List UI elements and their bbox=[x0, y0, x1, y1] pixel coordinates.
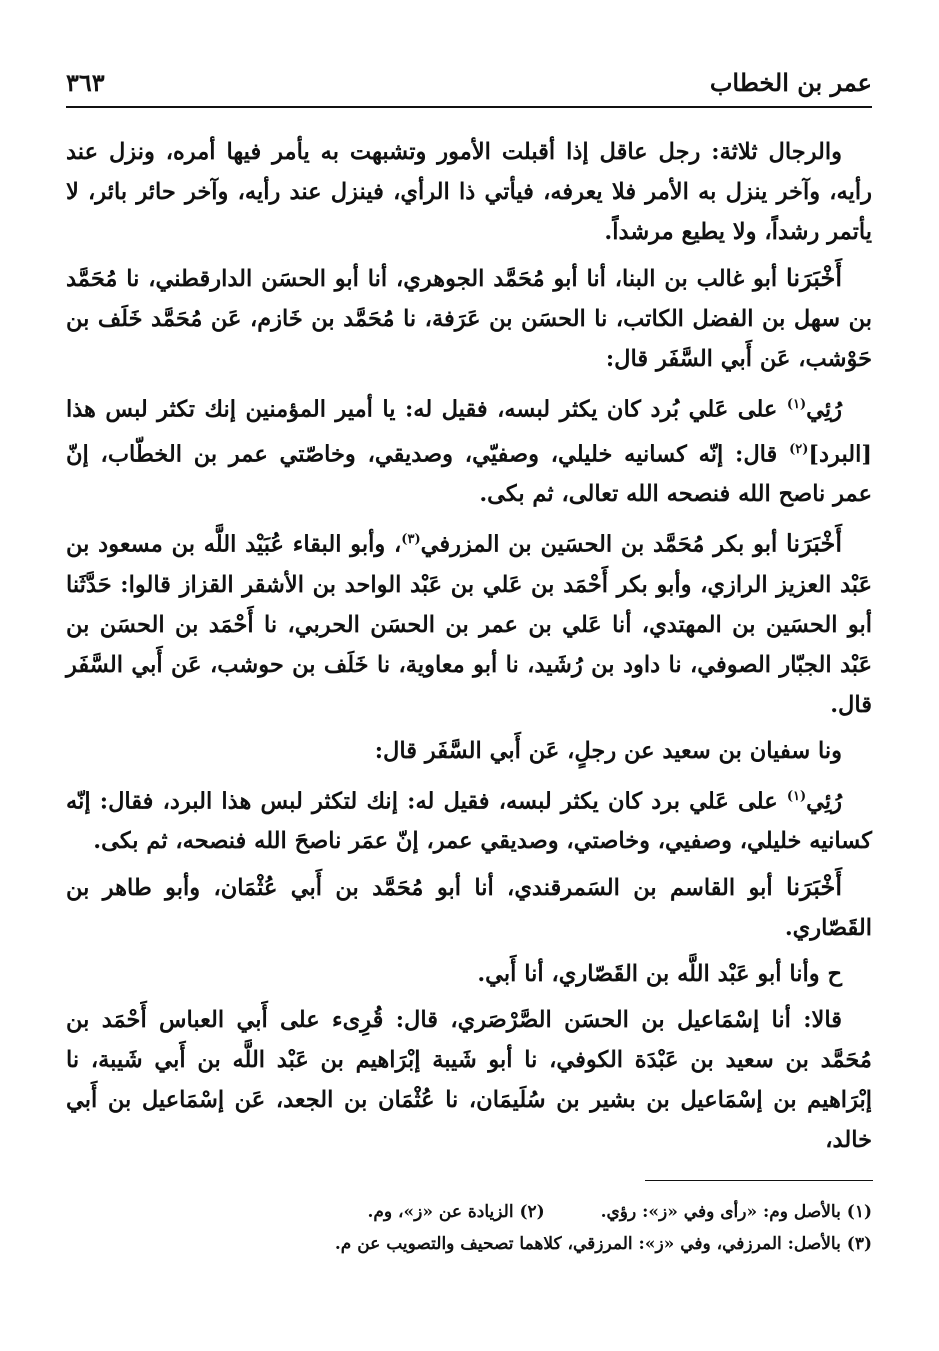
akhbarana-keyword: أَخْبَرَنا bbox=[786, 263, 842, 292]
footnote-marker: (١) bbox=[786, 788, 807, 804]
paragraph-text: أبو بكر مُحَمَّد بن الحسَين بن المزرفي bbox=[420, 531, 787, 558]
paragraph-8 bbox=[66, 954, 872, 994]
main-text bbox=[66, 132, 872, 1166]
paragraph-2 bbox=[66, 258, 872, 379]
footnote-number: (٣) bbox=[846, 1234, 872, 1254]
footnotes bbox=[300, 1196, 872, 1260]
paragraph-text: على عَلي برد كان يكثر لبسه، فقيل له: إنك لتكثر لبس هذا البرد، فقال: إنّه كسانيه خليلي، وصفيي، وخاصتي، وصديقي عمر، إنّ عمَر ناصحَ الله فنصحه، ثم بكى. bbox=[66, 788, 872, 854]
footnote-marker: (٣) bbox=[401, 532, 421, 547]
footnote-line bbox=[300, 1196, 872, 1228]
paragraph-text: قال: إنّه كسانيه خليلي، وصفيّي، وصديقي، وخاصّتي عمر بن الخطّاب، إنّ عمر ناصح الله فنصحه الله تعالى، ثم بكى. bbox=[66, 441, 872, 507]
footnote-marker: (١) bbox=[786, 397, 807, 412]
paragraph-text: أبو غالب بن البنا، أنا أبو مُحَمَّد الجوهري، أنا أبو الحسَن الدارقطني، نا مُحَمَّد بن سهل بن الفضل الكاتب، نا الحسَن بن عَرَفة، نا مُحَمَّد بن خَازم، عَن مُحَمَّد خَلَف بن حَوْشب، عَن أَبي السَّفَر قال: bbox=[66, 266, 872, 372]
akhbarana-keyword: أَخْبَرَنا bbox=[786, 872, 842, 901]
paragraph-5 bbox=[66, 731, 872, 771]
footnote-text: بالأصل: المرزفي، وفي «ز»: المرزقي، كلاهما تصحيف والتصويب عن م. bbox=[334, 1234, 841, 1254]
footnote-text: بالأصل وم: «رأى وفي «ز»: رؤي. bbox=[600, 1202, 841, 1222]
page-header bbox=[66, 68, 872, 102]
footnote-number: (١) bbox=[846, 1202, 872, 1222]
paragraph-6 bbox=[66, 777, 872, 862]
paragraph-9 bbox=[66, 1000, 872, 1160]
paragraph-1 bbox=[66, 132, 872, 252]
running-title: عمر بن الخطاب bbox=[709, 68, 872, 97]
page-number: ٣٦٣ bbox=[66, 68, 105, 97]
paragraph-text: أبو القاسم بن السَمرقندي، أنا أبو مُحَمَّد بن أَبي عُثْمَان، وأبو طاهر بن القَصّاري. bbox=[66, 875, 872, 941]
akhbarana-keyword: أَخْبَرَنا bbox=[786, 528, 842, 558]
footnote-number: (٢) bbox=[519, 1202, 545, 1222]
paragraph-3 bbox=[66, 385, 872, 514]
paragraph-4 bbox=[66, 520, 872, 725]
paragraph-text: رُئِي bbox=[806, 396, 842, 423]
footnote-rule bbox=[645, 1180, 873, 1181]
footnote-text: الزيادة عن «ز»، وم. bbox=[367, 1202, 514, 1222]
footnote-marker: (٢) bbox=[789, 441, 809, 457]
paragraph-text: ونا سفيان بن سعيد عن رجلٍ، عَن أَبي السَّفَر قال: bbox=[374, 737, 842, 764]
paragraph-text: قالا: أنا إسْمَاعيل بن الحسَن الصَّرْصَري، قال: قُرِىء على أَبي العباس أَحْمَد بن مُحَمَّد بن سعيد بن عَبْدَة الكوفي، نا أبو شَيبة إبْرَاهيم بن عَبْد اللَّه بن أَبي شَيبة، نا إبْرَاهيم بن إسْمَاعيل بن بشير بن سُلَيمَان، نا عُثْمَان بن الجعد، عَن إسْمَاعيل بن أَبي خالد، bbox=[66, 1007, 872, 1153]
paragraph-text: رُئِي bbox=[806, 788, 842, 814]
paragraph-7 bbox=[66, 867, 872, 948]
header-rule bbox=[66, 106, 872, 108]
paragraph-text: ح وأنا أبو عَبْد اللَّه بن القَصّاري، أنا أَبي. bbox=[477, 961, 842, 987]
paragraph-text: على عَلي بُرد كان يكثر لبسه، فقيل له: يا أمير المؤمنين إنك تكثر لبس هذا [البرد] bbox=[66, 396, 872, 467]
footnote-line bbox=[300, 1228, 872, 1260]
paragraph-text: والرجال ثلاثة: رجل عاقل إذا أقبلت الأمور وتشبهت به يأمر فيها أمره، ونزل عند رأيه، وآخر ينزل به الأمر فلا يعرفه، فيأتي ذا الرأي، فينزل عند رأيه، وآخر حائر بائر، لا يأتمر رشداً، ولا يطيع مرشداً. bbox=[66, 139, 872, 245]
paragraph-text: ، وأبو البقاء عُبَيْد اللَّه بن مسعود بن عَبْد العزيز الرازي، وأبو بكر أَحْمَد بن عَلي بن عَبْد الواحد بن الأشقر القزاز قالوا: حَدَّثَنا أبو الحسَين بن المهتدي، أنا عَلي بن عمر بن الحسَن الحربي، نا أَحْمَد بن الحسَن بن عَبْد الجبّار الصوفي، نا داود بن رُشَيد، نا أبو معاوية، نا خَلَف بن حوشب، عَن أَبي السَّفَر قال. bbox=[66, 531, 872, 718]
